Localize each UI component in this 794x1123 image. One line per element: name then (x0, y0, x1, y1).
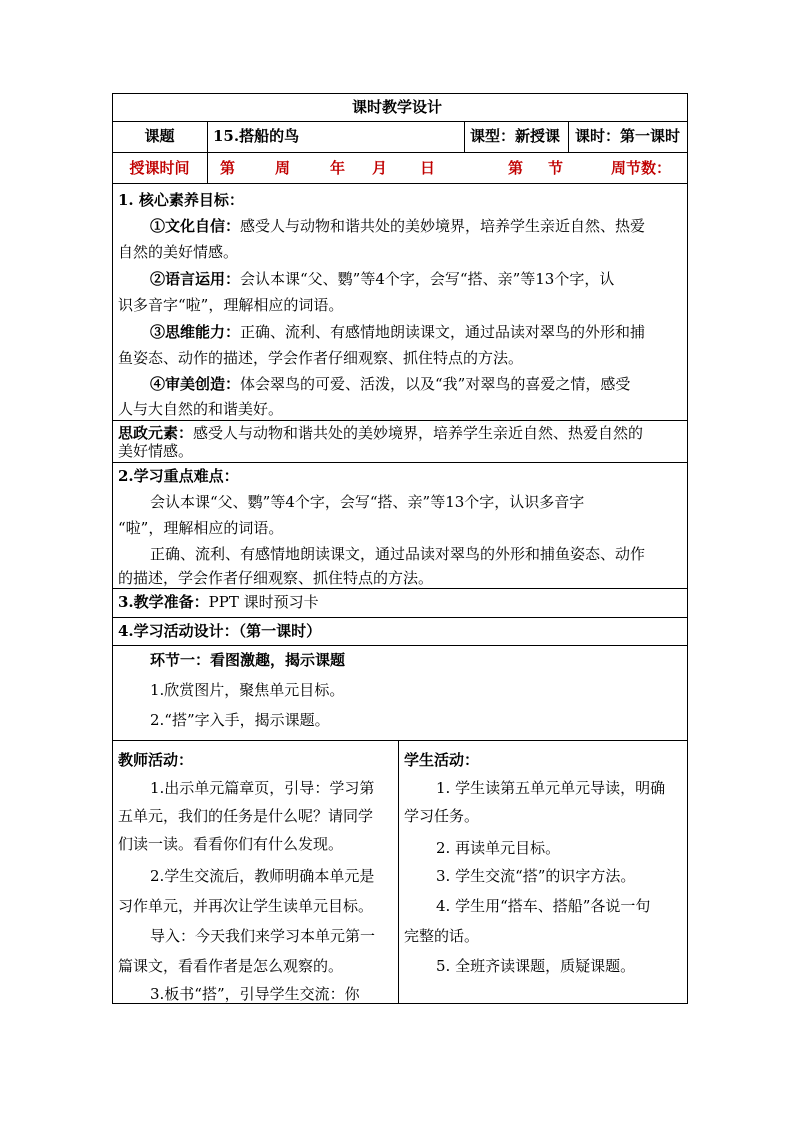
row-divider (112, 420, 688, 421)
student-line: 1. 学生读第五单元单元导读，明确 (436, 779, 666, 797)
schedule-week: 周 (275, 159, 291, 177)
ideology-text: 思政元素：感受人与动物和谐共处的美妙境界，培养学生亲近自然、热爱自然的 (118, 424, 644, 442)
teacher-line: 习作单元，并再次让学生读单元目标。 (118, 897, 374, 915)
period-value: 第一课时 (620, 127, 681, 145)
student-line: 完整的话。 (404, 927, 480, 945)
student-line: 学习任务。 (404, 807, 480, 825)
teacher-line: 五单元，我们的任务是什么呢？请同学 (118, 807, 374, 825)
row-divider (112, 617, 688, 618)
column-divider (568, 121, 569, 152)
goal-item-3: ③思维能力：正确、流利、有感情地朗读课文，通过品读对翠鸟的外形和捕 (150, 323, 646, 341)
schedule-day: 日 (420, 159, 436, 177)
student-line: 5. 全班齐读课题，质疑课题。 (436, 957, 636, 975)
student-line: 2. 再读单元目标。 (436, 839, 561, 857)
keypoints-p1-cont: “啦”，理解相应的词语。 (118, 519, 284, 537)
row-divider (112, 121, 688, 122)
keypoints-p2-cont: 的描述，学会作者仔细观察、抓住特点的方法。 (118, 569, 434, 587)
teacher-line: 3.板书“搭”，引导学生交流：你 (150, 985, 360, 1003)
schedule-section-prefix: 第 (508, 159, 524, 177)
document-title: 课时教学设计 (351, 98, 442, 116)
goal-item-3-cont: 鱼姿态、动作的描述，学会作者仔细观察、抓住特点的方法。 (118, 349, 524, 367)
column-divider (464, 121, 465, 152)
topic-label: 课题 (144, 127, 175, 145)
goal-item-4: ④审美创造：体会翠鸟的可爱、活泼，以及“我”对翠鸟的喜爱之情，感受 (150, 375, 631, 393)
keypoints-heading: 2.学习重点难点： (118, 467, 239, 485)
student-heading: 学生活动： (404, 751, 480, 769)
lesson-type-label: 课型： (470, 127, 516, 145)
student-line: 3. 学生交流“搭”的识字方法。 (436, 867, 636, 885)
schedule-week-prefix: 第 (220, 159, 236, 177)
schedule-section: 节 (548, 159, 564, 177)
row-divider (112, 740, 688, 741)
student-line: 4. 学生用“搭车、搭船”各说一句 (436, 897, 651, 915)
teacher-heading: 教师活动： (118, 751, 194, 769)
schedule-week-count: 周节数： (611, 159, 672, 177)
keypoints-p2: 正确、流利、有感情地朗读课文，通过品读对翠鸟的外形和捕鱼姿态、动作 (150, 545, 646, 563)
activity-section-title: 环节一：看图激趣，揭示课题 (150, 651, 346, 669)
goal-item-4-cont: 人与大自然的和谐美好。 (118, 400, 284, 418)
goal-item-1: ①文化自信：感受人与动物和谐共处的美妙境界，培养学生亲近自然、热爱 (150, 217, 646, 235)
period-label: 课时： (575, 127, 621, 145)
ideology-text-cont: 美好情感。 (118, 442, 194, 460)
activity-heading: 4.学习活动设计：（第一课时） (118, 622, 322, 640)
teacher-line: 1.出示单元篇章页，引导：学习第 (150, 779, 375, 797)
lesson-type-value: 新授课 (515, 127, 561, 145)
row-divider (112, 462, 688, 463)
goal-item-2: ②语言运用：会认本课“父、鹦”等4个字，会写“搭、亲”等13个字，认 (150, 270, 615, 288)
teacher-line: 们读一读。看看你们有什么发现。 (118, 835, 344, 853)
row-divider (112, 152, 688, 153)
goal-item-1-cont: 自然的美好情感。 (118, 243, 239, 261)
column-divider (207, 121, 208, 183)
activity-step-1: 1.欣赏图片，聚焦单元目标。 (150, 681, 345, 699)
teacher-line: 导入：今天我们来学习本单元第一 (150, 927, 376, 945)
teacher-line: 2.学生交流后，教师明确本单元是 (150, 867, 375, 885)
column-divider (398, 740, 399, 1004)
schedule-month: 月 (372, 159, 388, 177)
row-divider (112, 588, 688, 589)
schedule-time-label: 授课时间 (129, 159, 190, 177)
goals-heading: 1. 核心素养目标： (118, 191, 244, 209)
activity-step-2: 2.“搭”字入手，揭示课题。 (150, 711, 330, 729)
goal-item-2-cont: 识多音字“啦”，理解相应的词语。 (118, 296, 344, 314)
keypoints-p1: 会认本课“父、鹦”等4个字，会写“搭、亲”等13个字，认识多音字 (150, 493, 585, 511)
topic-value: 15.搭船的鸟 (213, 127, 300, 145)
row-divider (112, 645, 688, 646)
prep-row: 3.教学准备：PPT 课时预习卡 (118, 593, 319, 611)
row-divider (112, 183, 688, 184)
teacher-line: 篇课文，看看作者是怎么观察的。 (118, 957, 344, 975)
schedule-year: 年 (330, 159, 346, 177)
